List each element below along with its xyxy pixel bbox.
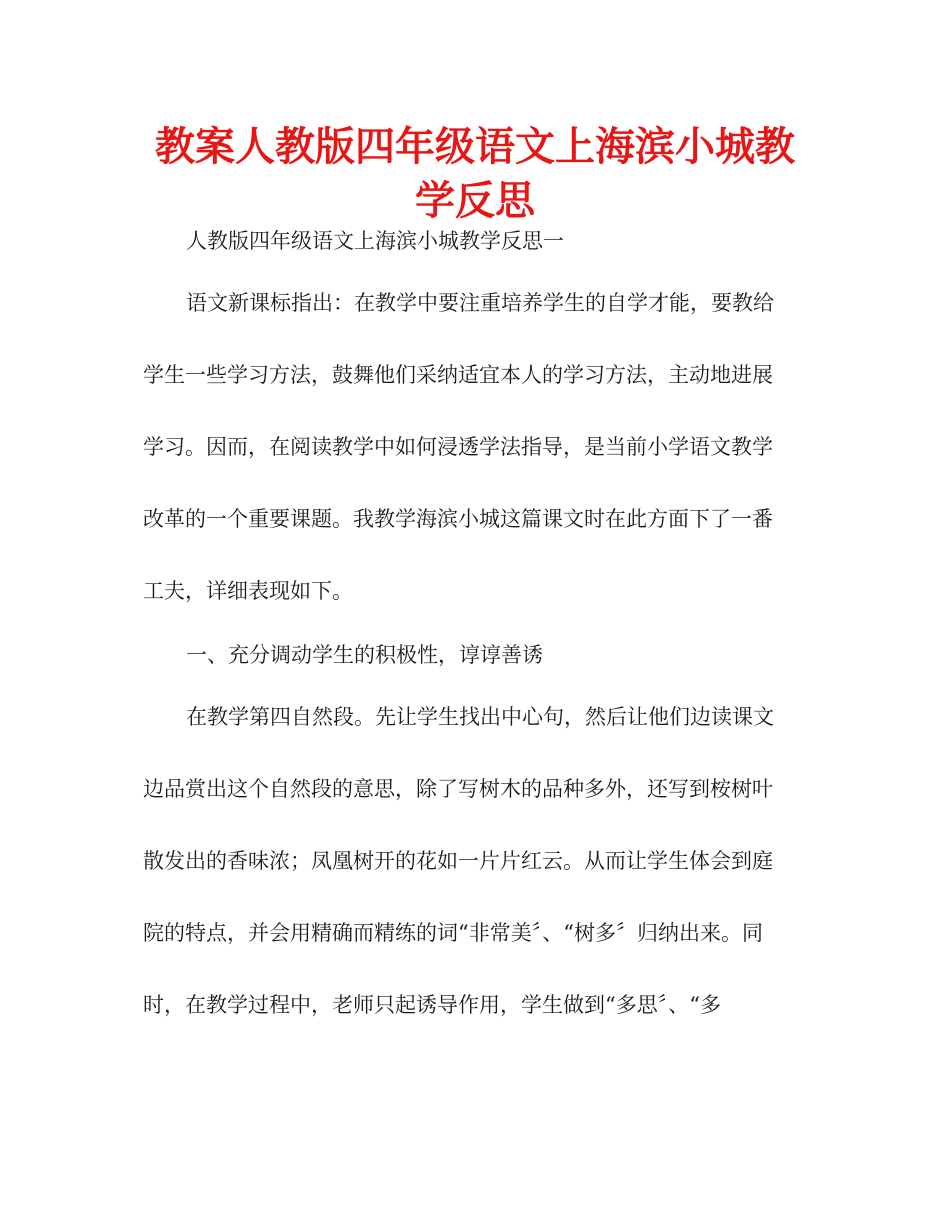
paragraph-line: 工夫，详细表现如下。	[143, 579, 353, 603]
document-subtitle: 人教版四年级语文上海滨小城教学反思一	[186, 229, 564, 253]
section-heading: 一、充分调动学生的积极性，谆谆善诱	[186, 643, 543, 667]
document-title: 教案人教版四年级语文上海滨小城教学反思	[155, 124, 795, 224]
paragraph-line: 边品赏出这个自然段的意思，除了写树木的品种多外，还写到桉树叶	[143, 777, 773, 801]
paragraph-line: 学生一些学习方法，鼓舞他们采纳适宜本人的学习方法，主动地进展	[143, 363, 773, 387]
paragraph-line: 在教学第四自然段。先让学生找出中心句，然后让他们边读课文	[186, 705, 774, 729]
paragraph-line: 语文新课标指出：在教学中要注重培养学生的自学才能，要教给	[186, 291, 774, 315]
paragraph-line: 时，在教学过程中，老师只起诱导作用，学生做到“多思〞、“多	[143, 993, 721, 1017]
paragraph-line: 院的特点，并会用精确而精练的词“非常美〞、“树多〞归纳出来。同	[143, 921, 763, 945]
paragraph-line: 学习。因而，在阅读教学中如何浸透学法指导，是当前小学语文教学	[143, 435, 773, 459]
paragraph-line: 散发出的香味浓；凤凰树开的花如一片片红云。从而让学生体会到庭	[143, 849, 773, 873]
paragraph-line: 改革的一个重要课题。我教学海滨小城这篇课文时在此方面下了一番	[143, 507, 773, 531]
